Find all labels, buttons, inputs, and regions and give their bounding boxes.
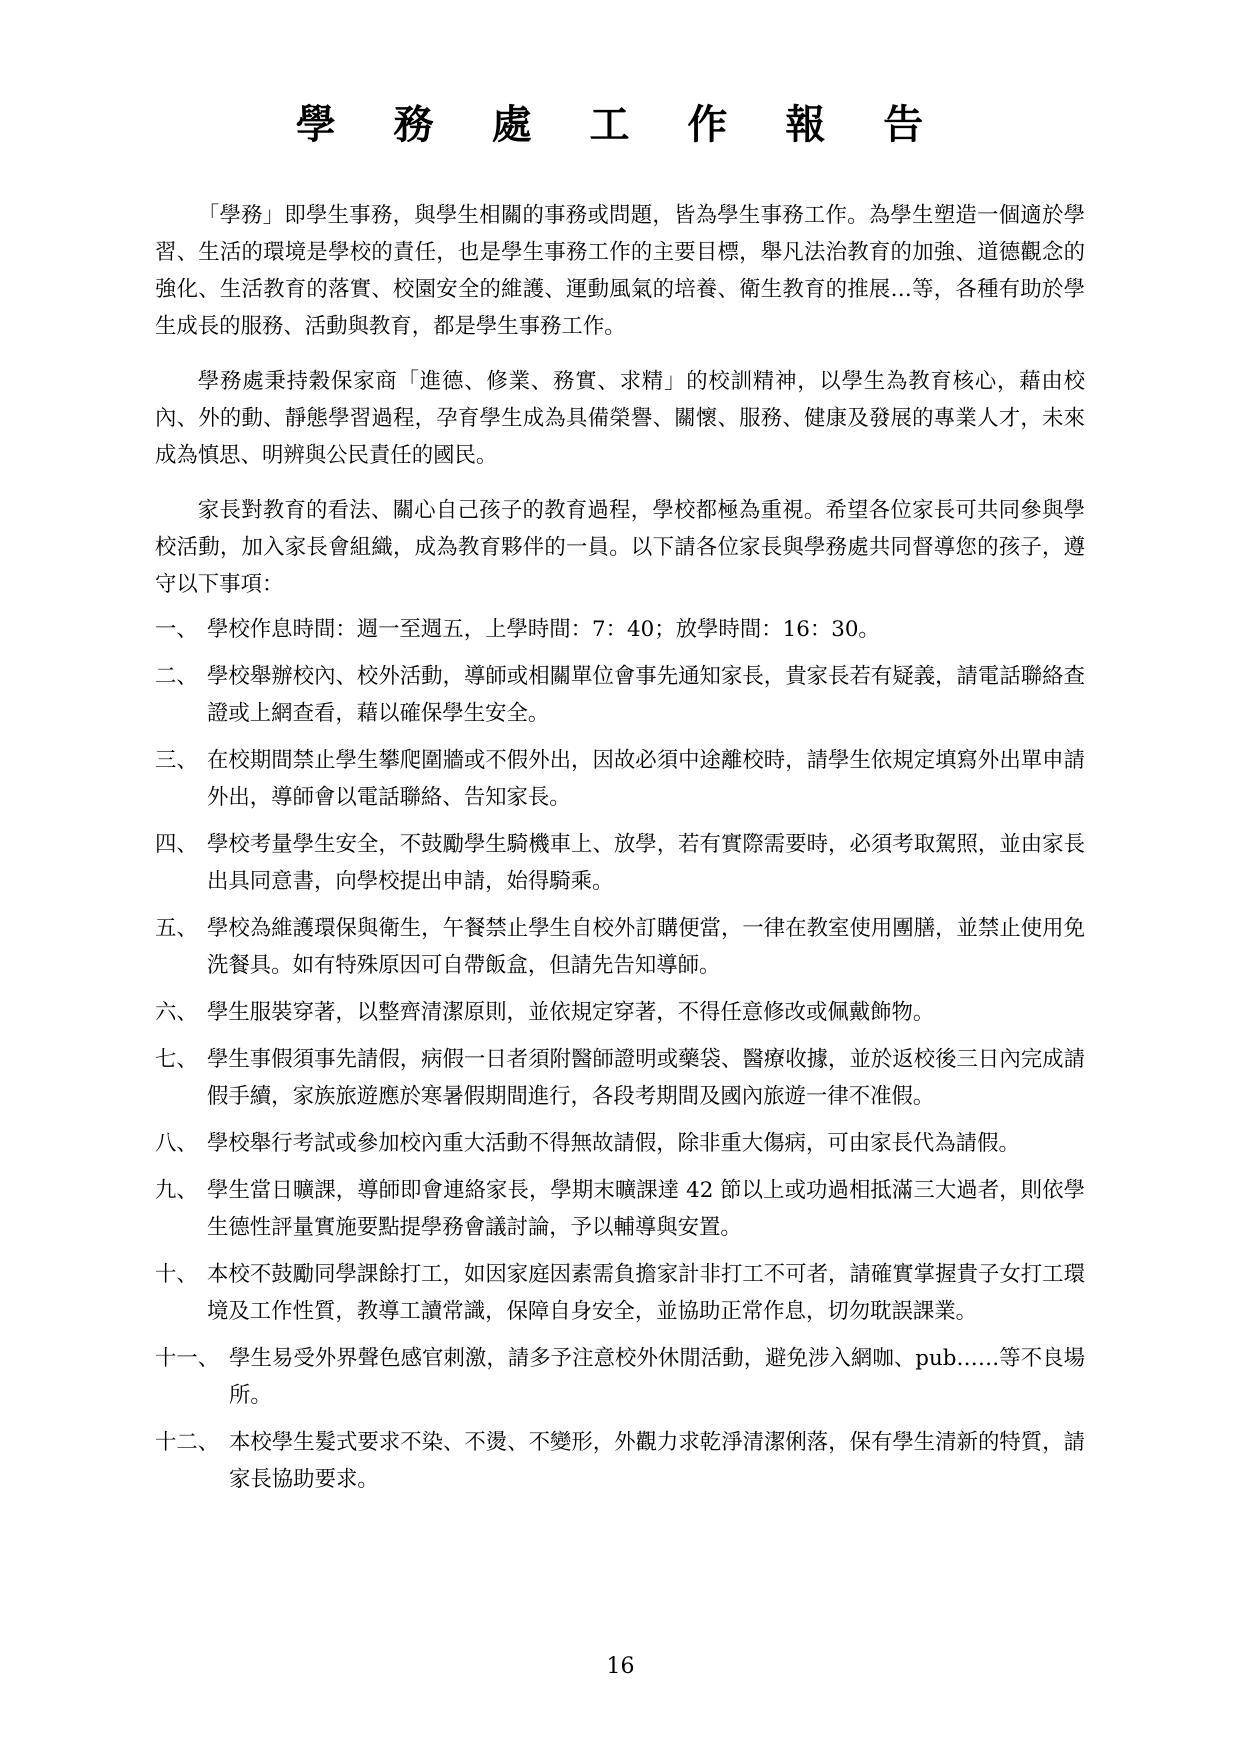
rules-list [155, 611, 1085, 1498]
item-number: 十、 [155, 1262, 198, 1287]
list-item [155, 742, 1085, 816]
list-item [155, 658, 1085, 732]
item-number: 十二、 [155, 1430, 220, 1455]
item-number: 四、 [155, 832, 198, 857]
item-number: 五、 [155, 916, 198, 941]
item-number: 九、 [155, 1178, 198, 1203]
list-item [155, 994, 1085, 1031]
list-item [155, 1340, 1085, 1414]
item-text: 學生事假須事先請假，病假一日者須附醫師證明或藥袋、醫療收據，並於返校後三日內完成請假手續，家族旅遊應於寒暑假期間進行，各段考期間及國內旅遊一律不准假。 [207, 1047, 1085, 1109]
list-item [155, 1125, 1085, 1162]
list-item [155, 1172, 1085, 1246]
list-item [155, 1256, 1085, 1330]
item-number: 八、 [155, 1131, 198, 1156]
item-number: 六、 [155, 1000, 198, 1025]
item-text: 學校舉行考試或參加校內重大活動不得無故請假，除非重大傷病，可由家長代為請假。 [207, 1131, 1020, 1156]
item-number: 一、 [155, 617, 198, 642]
item-number: 三、 [155, 748, 198, 773]
item-number: 十一、 [155, 1346, 220, 1371]
parents-paragraph: 家長對教育的看法、關心自己孩子的教育過程，學校都極為重視。希望各位家長可共同參與學校活動，加入家長會組織，成為教育夥伴的一員。以下請各位家長與學務處共同督導您的孩子，遵守以下事項： [155, 498, 1085, 597]
item-number: 七、 [155, 1047, 198, 1072]
item-text: 在校期間禁止學生攀爬圍牆或不假外出，因故必須中途離校時，請學生依規定填寫外出單申請外出，導師會以電話聯絡、告知家長。 [207, 748, 1085, 810]
item-text: 學生當日曠課，導師即會連絡家長，學期末曠課達 42 節以上或功過相抵滿三大過者，則依學生德性評量實施要點提學務會議討論，予以輔導與安置。 [207, 1178, 1085, 1240]
list-item [155, 910, 1085, 984]
item-text: 本校不鼓勵同學課餘打工，如因家庭因素需負擔家計非打工不可者，請確實掌握貴子女打工環境及工作性質，教導工讀常識，保障自身安全，並協助正常作息，切勿耽誤課業。 [207, 1262, 1085, 1324]
list-item [155, 826, 1085, 900]
item-text: 學生服裝穿著，以整齊清潔原則，並依規定穿著，不得任意修改或佩戴飾物。 [207, 1000, 935, 1025]
report-body [155, 197, 1085, 1508]
item-text: 學校為維護環保與衛生，午餐禁止學生自校外訂購便當，一律在教室使用團膳，並禁止使用免洗餐具。如有特殊原因可自帶飯盒，但請先告知導師。 [207, 916, 1085, 978]
motto-paragraph: 學務處秉持穀保家商「進德、修業、務實、求精」的校訓精神，以學生為教育核心，藉由校內、外的動、靜態學習過程，孕育學生成為具備榮譽、關懷、服務、健康及發展的專業人才，未來成為慎思、明辨與公民責任的國民。 [155, 369, 1085, 468]
page-number: 16 [606, 1654, 635, 1679]
list-item [155, 611, 1085, 648]
item-text: 本校學生髮式要求不染、不燙、不變形，外觀力求乾淨清潔俐落，保有學生清新的特質，請家長協助要求。 [229, 1430, 1085, 1492]
list-item [155, 1041, 1085, 1115]
list-item [155, 1424, 1085, 1498]
intro-paragraph: 「學務」即學生事務，與學生相關的事務或問題，皆為學生事務工作。為學生塑造一個適於學習、生活的環境是學校的責任，也是學生事務工作的主要目標，舉凡法治教育的加強、道德觀念的強化、生活教育的落實、校園安全的維護、運動風氣的培養、衛生教育的推展…等，各種有助於學生成長的服務、活動與教育，都是學生事務工作。 [155, 203, 1085, 339]
item-text: 學校作息時間：週一至週五，上學時間：7：40；放學時間：16：30。 [207, 617, 880, 642]
page-title: 學 務 處 工 作 報 告 [295, 101, 946, 148]
item-number: 二、 [155, 664, 198, 689]
item-text: 學生易受外界聲色感官刺激，請多予注意校外休閒活動，避免涉入網咖、pub……等不良場所。 [229, 1346, 1085, 1408]
item-text: 學校考量學生安全，不鼓勵學生騎機車上、放學，若有實際需要時，必須考取駕照，並由家長出具同意書，向學校提出申請，始得騎乘。 [207, 832, 1085, 894]
item-text: 學校舉辦校內、校外活動，導師或相關單位會事先通知家長，貴家長若有疑義，請電話聯絡查證或上網查看，藉以確保學生安全。 [207, 664, 1085, 726]
